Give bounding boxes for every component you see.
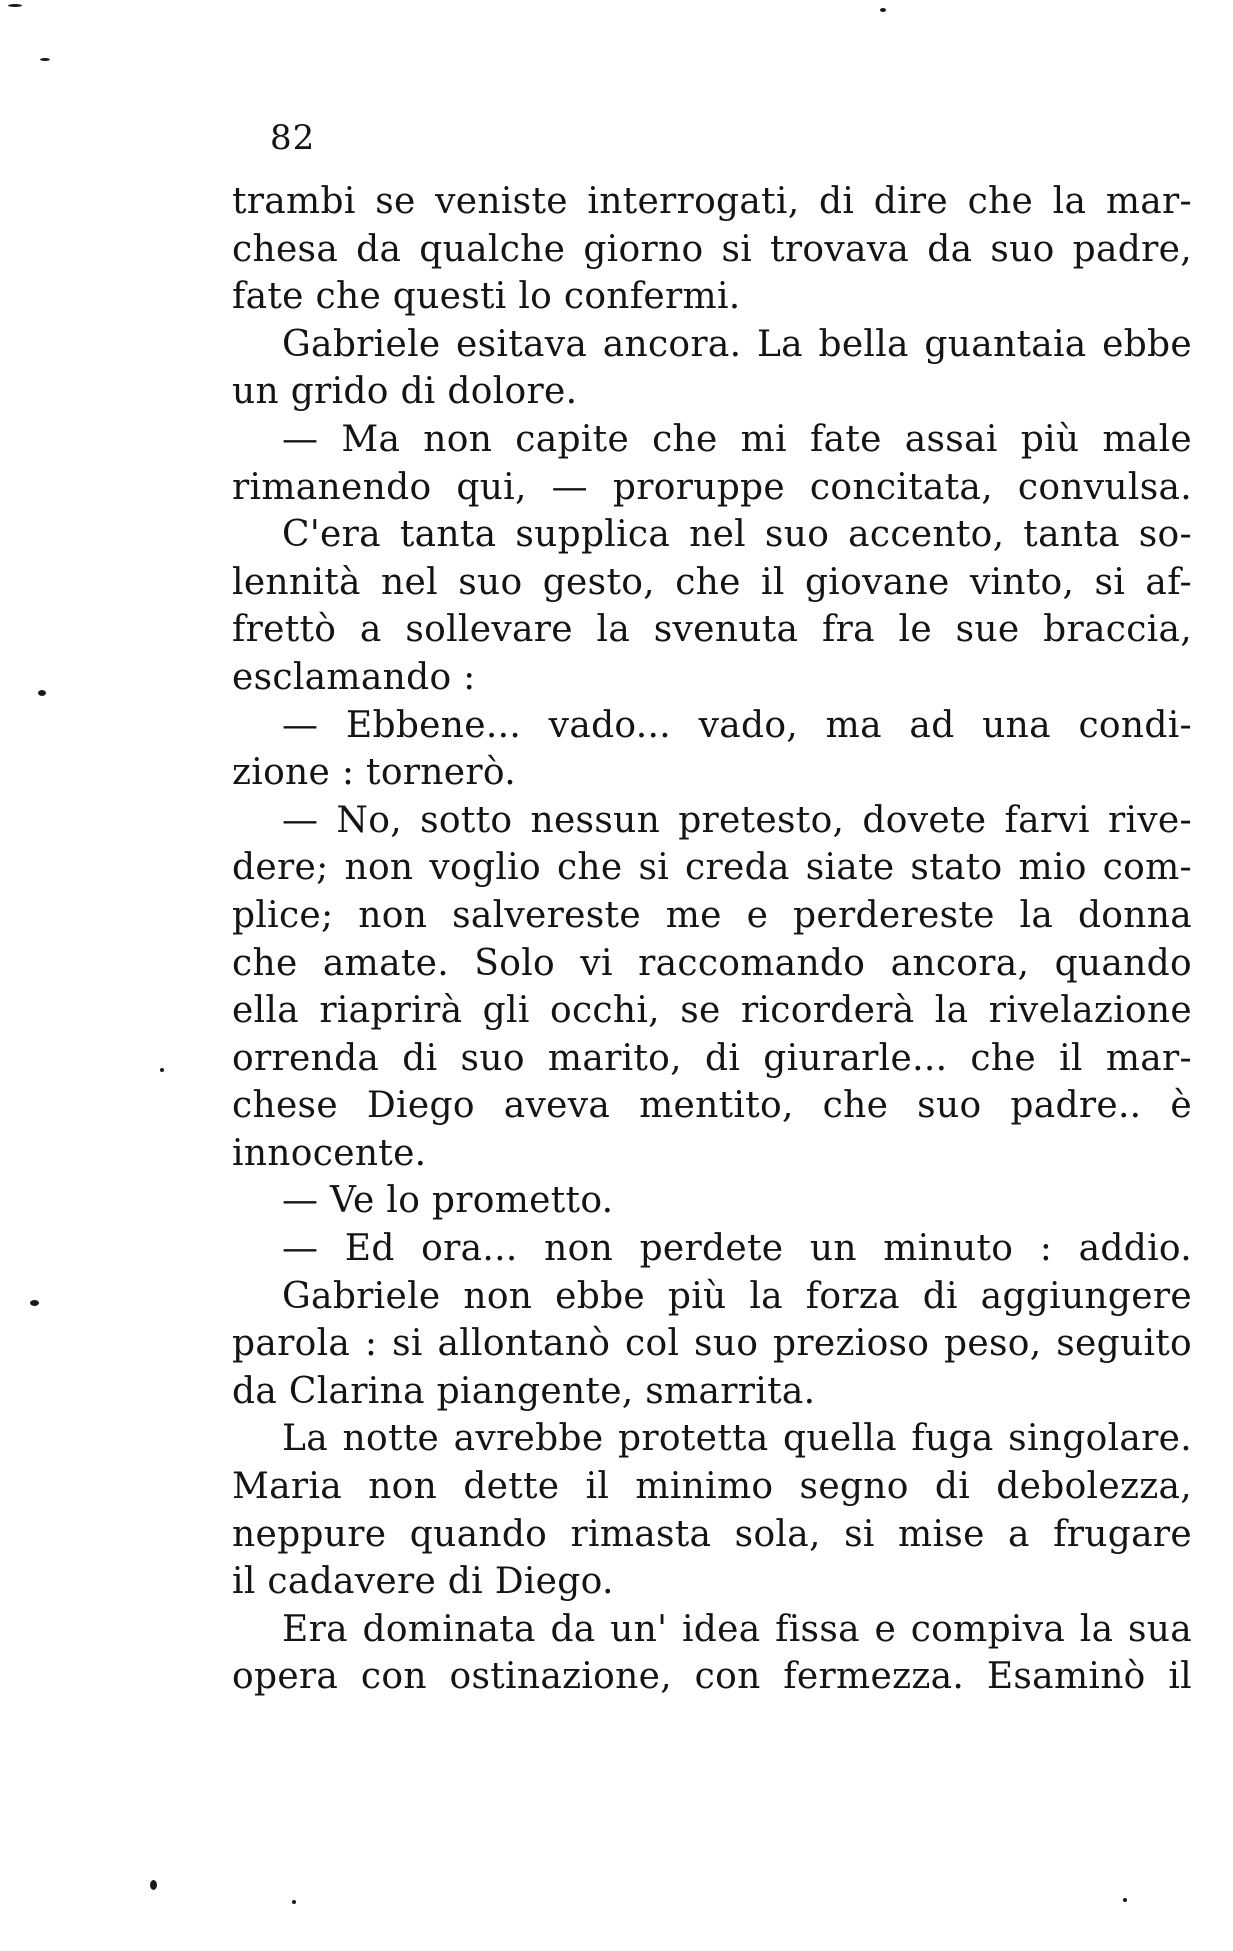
text-line: innocente. xyxy=(232,1132,427,1174)
text-line: trambi se veniste interrogati, di dire che la mar- xyxy=(232,181,1192,222)
text-line: rimanendo qui, — proruppe concitata, convulsa. xyxy=(232,466,1192,508)
scan-speck xyxy=(1123,1898,1127,1902)
text-line: esclamando : xyxy=(232,656,476,698)
page-number: 82 xyxy=(270,118,316,158)
text-line: zione : tornerò. xyxy=(232,752,516,794)
text-line: fate che questi lo confermi. xyxy=(232,276,741,318)
text-line: La notte avrebbe protetta quella fuga singolare. xyxy=(282,1418,1192,1460)
text-line: — Ma non capite che mi fate assai più male xyxy=(282,418,1192,460)
text-line: neppure quando rimasta sola, si mise a frugare xyxy=(232,1513,1192,1555)
text-line: chese Diego aveva mentito, che suo padre.. è xyxy=(232,1085,1192,1127)
scan-speck xyxy=(38,690,46,696)
scan-speck xyxy=(292,1900,296,1904)
text-line: orrenda di suo marito, di giurarle... che il mar- xyxy=(232,1037,1192,1079)
text-line: plice; non salvereste me e perdereste la donna xyxy=(232,894,1192,936)
text-line: dere; non voglio che si creda siate stato mio com- xyxy=(232,847,1192,889)
scan-speck xyxy=(30,1300,39,1306)
text-line: opera con ostinazione, con fermezza. Esaminò il xyxy=(232,1656,1192,1698)
text-line: — Ed ora... non perdete un minuto : addio. xyxy=(282,1228,1192,1270)
scan-speck xyxy=(880,8,886,12)
text-line: parola : si allontanò col suo prezioso peso, seguito xyxy=(232,1323,1192,1365)
text-line: che amate. Solo vi raccomando ancora, quando xyxy=(232,942,1192,984)
text-line: C'era tanta supplica nel suo accento, tanta so- xyxy=(282,514,1192,556)
text-line: Gabriele non ebbe più la forza di aggiungere xyxy=(282,1275,1192,1317)
text-line: Gabriele esitava ancora. La bella guantaia ebbe xyxy=(282,323,1192,365)
text-line: chesa da qualche giorno si trovava da suo padre, xyxy=(232,228,1192,270)
text-line: da Clarina piangente, smarrita. xyxy=(232,1370,816,1412)
body-text xyxy=(232,178,1192,1701)
text-line: il cadavere di Diego. xyxy=(232,1561,614,1603)
text-line: lennità nel suo gesto, che il giovane vinto, si af- xyxy=(232,561,1192,603)
text-line: Maria non dette il minimo segno di debolezza, xyxy=(232,1466,1192,1508)
text-line: Era dominata da un' idea fissa e compiva la sua xyxy=(282,1608,1192,1650)
text-line: — No, sotto nessun pretesto, dovete farvi rive- xyxy=(282,799,1192,841)
text-line: frettò a sollevare la svenuta fra le sue braccia, xyxy=(232,609,1192,651)
scan-speck xyxy=(160,1068,164,1072)
text-line: — Ve lo prometto. xyxy=(282,1180,614,1222)
scan-speck xyxy=(8,4,22,7)
text-line: — Ebbene... vado... vado, ma ad una condi- xyxy=(282,704,1192,746)
scan-speck xyxy=(150,1880,157,1890)
text-line: ella riaprirà gli occhi, se ricorderà la rivelazione xyxy=(232,990,1192,1032)
text-line: un grido di dolore. xyxy=(232,371,578,413)
scan-speck xyxy=(40,58,50,61)
